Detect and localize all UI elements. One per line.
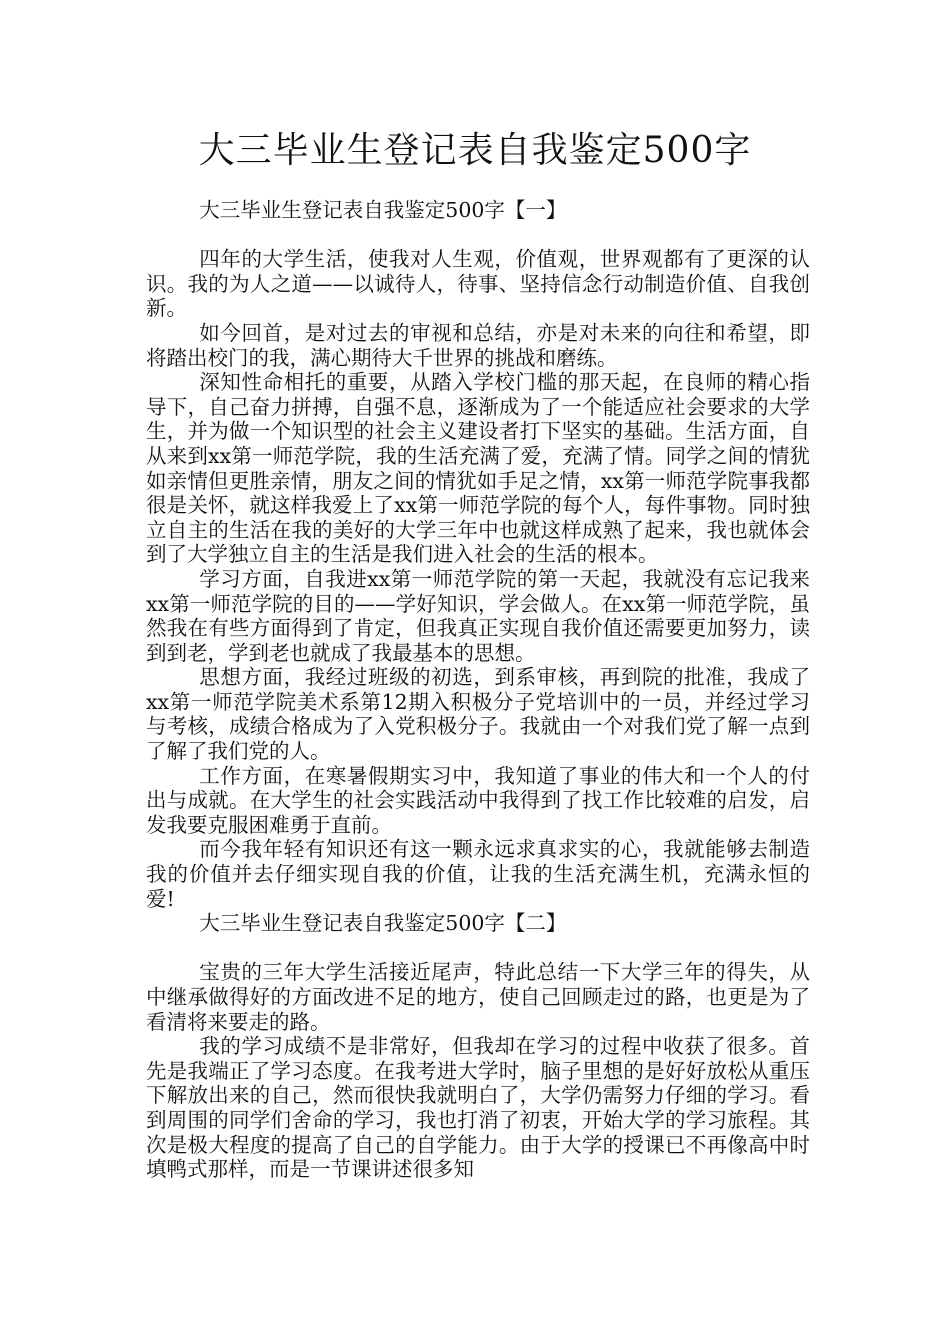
paragraph: 如今回首，是对过去的审视和总结，亦是对未来的向往和希望，即将踏出校门的我，满心期待大千世界的挑战和磨练。 <box>146 320 810 370</box>
paragraph: 工作方面，在寒暑假期实习中，我知道了事业的伟大和一个人的付出与成就。在大学生的社会实践活动中我得到了找工作比较难的启发，启发我要克服困难勇于直前。 <box>146 763 810 837</box>
paragraph: 学习方面，自我进xx第一师范学院的第一天起，我就没有忘记我来xx第一师范学院的目的——学好知识，学会做人。在xx第一师范学院，虽然我在有些方面得到了肯定，但我真正实现自我价值还需要更加努力，读到到老，学到老也就成了我最基本的思想。 <box>146 566 810 665</box>
paragraph: 思想方面，我经过班级的初选，到系审核，再到院的批准，我成了xx第一师范学院美术系第12期入积极分子党培训中的一员，并经过学习与考核，成绩合格成为了入党积极分子。我就由一个对我们党了解一点到了解了我们党的人。 <box>146 665 810 764</box>
section-heading-2: 大三毕业生登记表自我鉴定500字【二】 <box>199 911 567 936</box>
document-body <box>146 198 810 1182</box>
paragraph: 四年的大学生活，使我对人生观，价值观，世界观都有了更深的认识。我的为人之道——以诚待人，待事、坚持信念行动制造价值、自我创新。 <box>146 247 810 321</box>
section-spacer <box>146 936 810 961</box>
section-heading-1: 大三毕业生登记表自我鉴定500字【一】 <box>199 198 567 222</box>
paragraph: 我的学习成绩不是非常好，但我却在学习的过程中收获了很多。首先是我端正了学习态度。在我考进大学时，脑子里想的是好好放松从重压下解放出来的自己，然而很快我就明白了，大学仍需努力仔细的学习。看到周围的同学们舍命的学习，我也打消了初衷，开始大学的学习旅程。其次是极大程度的提高了自己的自学能力。由于大学的授课已不再像高中时填鸭式那样，而是一节课讲述很多知 <box>146 1034 810 1182</box>
paragraph: 宝贵的三年大学生活接近尾声，特此总结一下大学三年的得失，从中继承做得好的方面改进不足的地方，使自己回顾走过的路，也更是为了看清将来要走的路。 <box>146 960 810 1034</box>
section-spacer <box>146 223 810 248</box>
document-title: 大三毕业生登记表自我鉴定500字 <box>198 130 752 171</box>
paragraph: 而今我年轻有知识还有这一颗永远求真求实的心，我就能够去制造我的价值并去仔细实现自我的价值，让我的生活充满生机，充满永恒的爱! <box>146 837 810 911</box>
paragraph: 深知性命相托的重要，从踏入学校门槛的那天起，在良师的精心指导下，自己奋力拼搏，自强不息，逐渐成为了一个能适应社会要求的大学生，并为做一个知识型的社会主义建设者打下坚实的基础。生活方面，自从来到xx第一师范学院，我的生活充满了爱，充满了情。同学之间的情犹如亲情但更胜亲情，朋友之间的情犹如手足之情，xx第一师范学院事我都很是关怀，就这样我爱上了xx第一师范学院的每个人，每件事物。同时独立自主的生活在我的美好的大学三年中也就这样成熟了起来，我也就体会到了大学独立自主的生活是我们进入社会的生活的根本。 <box>146 370 810 567</box>
